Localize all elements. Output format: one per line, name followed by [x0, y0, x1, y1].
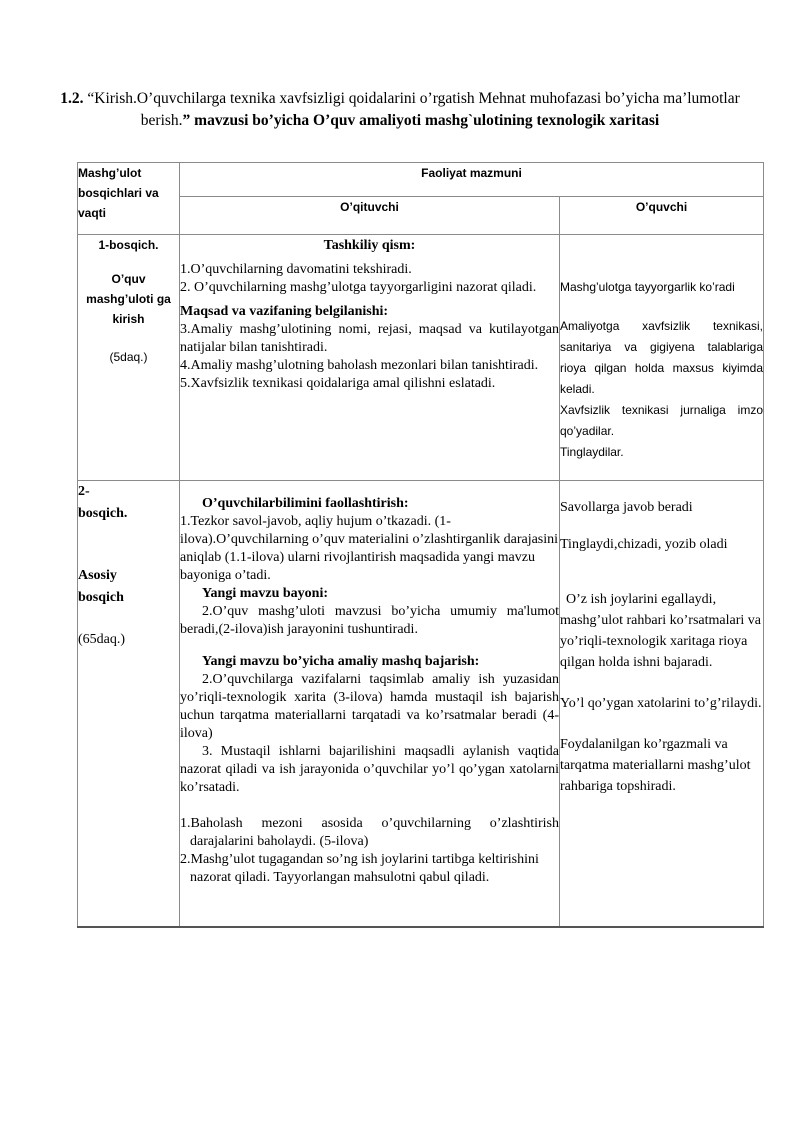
stage1-student-text: Xavfsizlik texnikasi jurnaliga imzo qo’yadilar. — [560, 403, 763, 438]
stage1-teacher-item: 3.Amaliy mashg’ulotining nomi, rejasi, maqsad va kutilayotgan natijalar bilan tanishtiradi. — [180, 322, 559, 355]
stage1-student-text: Amaliyotga xavfsizlik texnikasi, sanitariya va gigiyena talablariga rioya qilgan holda maxsus kiyimda keladi. — [560, 319, 763, 396]
document-title — [60, 88, 740, 132]
stage1-teacher-item: 2. O’quvchilarning mashg’ulotga tayyorgarligini nazorat qiladi. — [180, 280, 537, 295]
stage2-teacher-item: 2.O’quv mashg’uloti mavzusi bo’yicha umumiy ma'lumot beradi,(2-ilova)ish jarayonini tushuntiradi. — [180, 604, 559, 637]
col-header-student-text: O’quvchi — [635, 200, 688, 214]
title-number: 1.2. — [60, 90, 84, 107]
stage1-name: 1-bosqich. — [98, 238, 159, 252]
title-open-quote: “ — [83, 90, 95, 107]
table-row-stage2 — [78, 481, 764, 927]
stage1-student-cell — [560, 235, 764, 481]
stage1-teacher-cell — [180, 235, 560, 481]
stage1-teacher-item: 1.O’quvchilarning davomatini tekshiradi. — [180, 262, 412, 277]
stage2-student-text: Savollarga javob beradi — [560, 500, 693, 515]
title-rest: mavzusi bo’yicha O’quv amaliyoti mashg`ulotining texnologik xaritasi — [190, 112, 660, 129]
title-topic: Kirish.O’quvchilarga texnika xavfsizligi qoidalarini o’rgatish Mehnat muhofazasi bo’yicha ma’lumotlar berish. — [94, 90, 740, 129]
stage2-teacher-heading-new-topic: Yangi mavzu bayoni: — [202, 586, 329, 601]
stage1-teacher-item: 5.Xavfsizlik texnikasi qoidalariga amal qilishni eslatadi. — [180, 376, 496, 391]
col-header-teacher-text: O’qituvchi — [340, 200, 399, 214]
stage2-duration: (65daq.) — [78, 632, 126, 647]
col-header-stages-text: Mashg’ulot bosqichlari va vaqti — [78, 166, 159, 220]
stage2-student-cell — [560, 481, 764, 927]
stage2-teacher-item: 1.Tezkor savol-javob, aqliy hujum o’tkazadi. (1-ilova).O’quvchilarning o’quv materialini o’zlashtirganlik darajasini aniqlab (1.1-ilova) ularni rivojlantirish maqsadida yangi mavzu bayoniga o’tadi. — [180, 514, 559, 583]
col-header-teacher — [180, 197, 560, 235]
col-header-stages — [78, 163, 180, 235]
stage2-label-cell — [78, 481, 180, 927]
stage2-teacher-item: 3. Mustaqil ishlarni bajarilishini maqsadli aylanish vaqtida nazorat qiladi va ish jarayonida o’quvchilar yo’l qo’ygan xatolarni ko’rsatadi. — [180, 744, 559, 795]
stage2-name-cont: bosqich. — [78, 506, 128, 521]
stage2-teacher-cell — [180, 481, 560, 927]
stage2-name: 2- — [78, 484, 90, 499]
stage1-teacher-item: 4.Amaliy mashg’ulotning baholash mezonlari bilan tanishtiradi. — [180, 358, 539, 373]
stage2-student-text: Yo’l qo’ygan xatolarini to’g’rilaydi. — [560, 696, 762, 711]
col-header-activity — [180, 163, 764, 197]
stage2-student-text: Foydalanilgan ko’rgazmali va tarqatma materiallarni mashg’ulot rahbariga topshiradi. — [560, 737, 751, 794]
col-header-activity-text: Faoliyat mazmuni — [421, 166, 522, 180]
stage1-teacher-heading-org: Tashkiliy qism: — [323, 238, 416, 253]
stage1-student-text: Tinglaydilar. — [560, 445, 624, 459]
stage2-teacher-heading-practice: Yangi mavzu bo’yicha amaliy mashq bajarish: — [202, 654, 480, 669]
stage2-teacher-item: 1.Baholash mezoni asosida o’quvchilarning o’zlashtirish darajalarini baholaydi. (5-ilova) — [180, 816, 559, 849]
stage1-student-text: Mashg’ulotga tayyorgarlik ko’radi — [560, 280, 735, 294]
stage2-teacher-item: 2.Mashg’ulot tugagandan so’ng ish joylarini tartibga keltirishini nazorat qiladi. Tayyorlangan mahsulotni qabul qiladi. — [180, 852, 539, 885]
title-close-quote: ” — [182, 112, 191, 129]
stage2-teacher-item: 2.O’quvchilarga vazifalarni taqsimlab amaliy ish yuzasidan yo’riqli-texnologik xarita (3-ilova) hamda mustaqil ish bajarish uchun tarqatma materiallarni tarqatadi va ko’rsatmalar beradi (4-ilova) — [180, 672, 559, 741]
stage1-label-cell — [78, 235, 180, 481]
stage1-duration: (5daq.) — [109, 350, 148, 364]
stage2-title: Asosiy — [78, 568, 117, 583]
technology-map-table — [77, 162, 764, 928]
stage2-teacher-heading-activate: O’quvchilarbilimini faollashtirish: — [202, 496, 409, 511]
stage1-teacher-heading-goal: Maqsad va vazifaning belgilanishi: — [180, 304, 389, 319]
stage2-student-text: Tinglaydi,chizadi, yozib oladi — [560, 537, 728, 552]
stage1-title: O’quv mashg’uloti ga kirish — [86, 272, 171, 326]
stage2-title-cont: bosqich — [78, 590, 124, 605]
col-header-student — [560, 197, 764, 235]
table-row-stage1 — [78, 235, 764, 481]
stage2-student-text: O’z ish joylarini egallaydi, mashg’ulot rahbari ko’rsatmalari va yo’riqli-texnologik xaritaga rioya qilgan holda ishni bajaradi. — [560, 592, 761, 670]
